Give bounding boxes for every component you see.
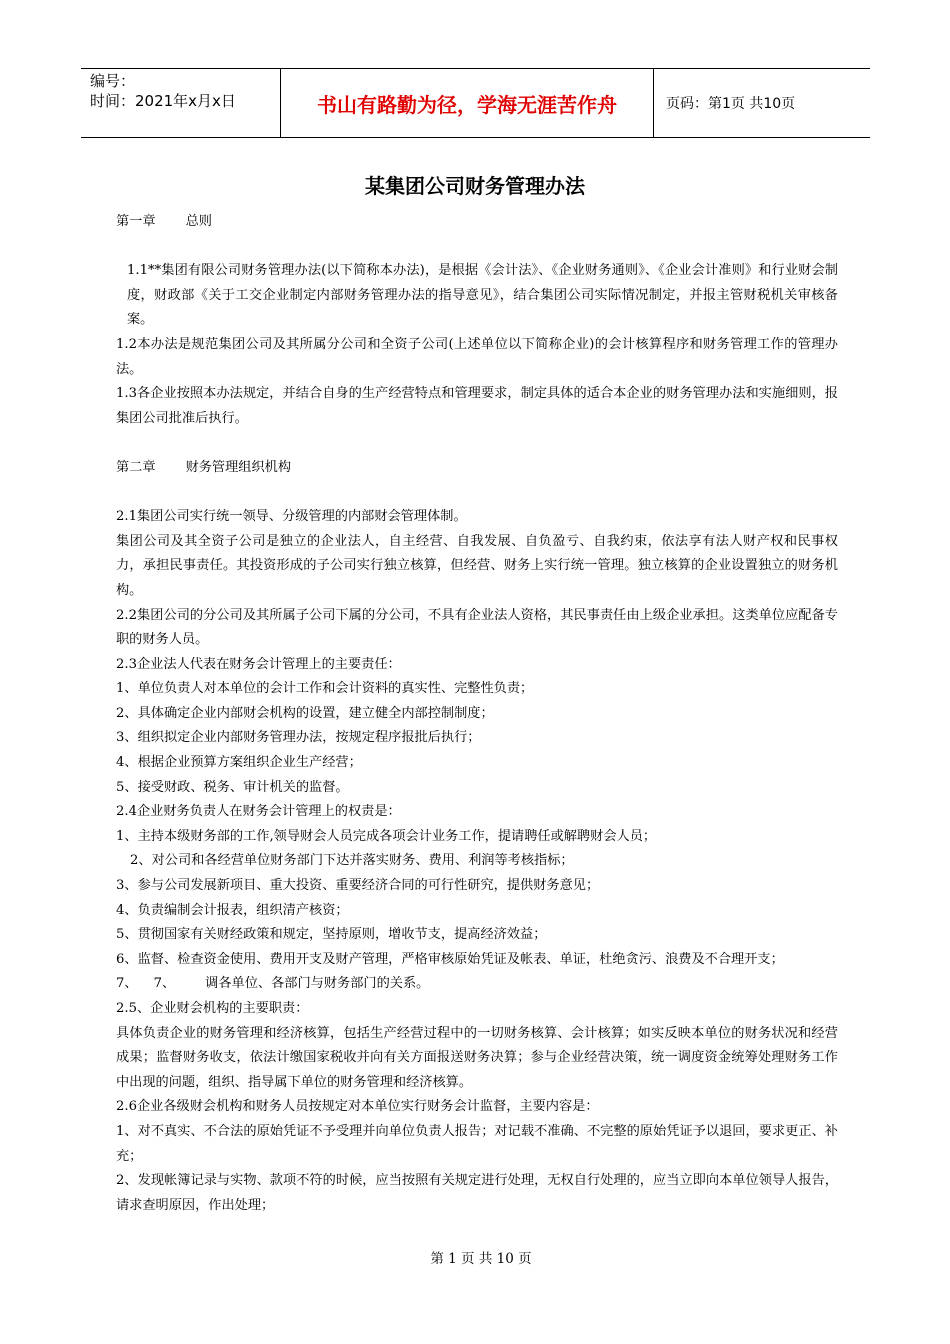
paragraph: 2.3企业法人代表在财务会计管理上的主要责任：: [116, 656, 401, 672]
paragraph: 2.2集团公司的分公司及其所属子公司下属的分公司，不具有企业法人资格，其民事责任由上级企业承担。这类单位应配备专职的财务人员。: [116, 607, 838, 648]
chapter-name: 总则: [185, 214, 212, 229]
document-title: 某集团公司财务管理办法: [365, 174, 585, 198]
list-item: 1、主持本级财务部的工作,领导财会人员完成各项会计业务工作，提请聘任或解聘财会人员；: [116, 828, 657, 844]
list-item: 3、组织拟定企业内部财务管理办法，按规定程序报批后执行；: [116, 730, 481, 746]
list-item: 5、贯彻国家有关财经政策和规定，坚持原则，增收节支，提高经济效益；: [116, 927, 547, 943]
list-item: 1、单位负责人对本单位的会计工作和会计资料的真实性、完整性负责；: [116, 681, 534, 697]
paragraph: 具体负责企业的财务管理和经济核算，包括生产经营过程中的一切财务核算、会计核算；如实反映本单位的财务状况和经营成果；监督财务收支，依法计缴国家税收并向有关方面报送财务决算；参与企业经营决策，统一调度资金统筹处理财务工作中出现的问题，组织、指导属下单位的财务管理和经济核算。: [116, 1025, 838, 1090]
list-item: 3、参与公司发展新项目、重大投资、重要经济合同的可行性研究，提供财务意见；: [116, 878, 600, 894]
header-left-cell: [81, 69, 281, 137]
chapter-heading: [116, 456, 838, 481]
list-item: 2、具体确定企业内部财会机构的设置，建立健全内部控制制度；: [116, 705, 494, 721]
paragraph: 1.2本办法是规范集团公司及其所属分公司和全资子公司(上述单位以下简称企业)的会计核算程序和财务管理工作的管理办法。: [116, 336, 838, 377]
list-item: [116, 972, 838, 997]
document-number-label: 编号：: [90, 72, 136, 90]
header-page-info: 页码：第1页 共10页: [666, 96, 796, 112]
list-number: 7、: [153, 976, 176, 992]
chapter-name: 财务管理组织机构: [185, 459, 292, 475]
chapter-heading: [116, 210, 838, 235]
chapter-number: 第一章: [116, 214, 156, 229]
list-item: 2、对公司和各经营单位财务部门下达并落实财务、费用、利润等考核指标；: [130, 853, 574, 869]
paragraph: 1.3各企业按照本办法规定，并结合自身的生产经营特点和管理要求，制定具体的适合本企业的财务管理办法和实施细则，报集团公司批准后执行。: [116, 386, 838, 426]
list-item: 2、发现帐簿记录与实物、款项不符的时候，应当按照有关规定进行处理，无权自行处理的，应当立即向本单位领导人报告，请求查明原因，作出处理；: [116, 1173, 838, 1213]
list-item: 1、对不真实、不合法的原始凭证不予受理并向单位负责人报告；对记载不准确、不完整的原始凭证予以退回，要求更正、补充；: [116, 1123, 838, 1164]
paragraph: 1.1**集团有限公司财务管理办法(以下简称本办法)，是根据《会计法》、《企业财务通则》、《企业会计准则》和行业财会制度，财政部《关于工交企业制定内部财务管理办法的指导意见》，结合集团公司实际情况制定，并报主管财税机关审核备案。: [127, 263, 838, 328]
list-item: 4、根据企业预算方案组织企业生产经营；: [116, 755, 362, 771]
list-text: 调各单位、各部门与财务部门的关系。: [205, 976, 430, 992]
paragraph: 2.5、企业财会机构的主要职责：: [116, 1001, 309, 1016]
paragraph: 集团公司及其全资子公司是独立的企业法人，自主经营、自我发展、自负盈亏、自我约束，依法享有法人财产权和民事权力，承担民事责任。其投资形成的子公司实行独立核算，但经营、财务上实行统一管理。独立核算的企业设置独立的财务机构。: [116, 533, 838, 598]
paragraph: 2.4企业财务负责人在财务会计管理上的权责是：: [116, 804, 401, 820]
document-time: 时间：2021年x月x日: [90, 92, 236, 110]
header-motto: 书山有路勤为径，学海无涯苦作舟: [281, 69, 654, 137]
list-item: 6、监督、检查资金使用、费用开支及财产管理，严格审核原始凭证及帐表、单证，杜绝贪污、浪费及不合理开支；: [116, 951, 784, 967]
paragraph: 2.1集团公司实行统一领导、分级管理的内部财会管理体制。: [116, 509, 467, 525]
document-body: [116, 210, 838, 1218]
paragraph: 2.6企业各级财会机构和财务人员按规定对本单位实行财务会计监督，主要内容是：: [116, 1099, 599, 1115]
list-number: 7、: [116, 976, 138, 992]
list-item: 4、负责编制会计报表，组织清产核资；: [116, 902, 349, 918]
chapter-number: 第二章: [116, 459, 156, 475]
page-header: [81, 68, 870, 138]
list-item: 5、接受财政、税务、审计机关的监督。: [116, 779, 349, 795]
page-footer: 第 1 页 共 10 页: [430, 1251, 532, 1267]
